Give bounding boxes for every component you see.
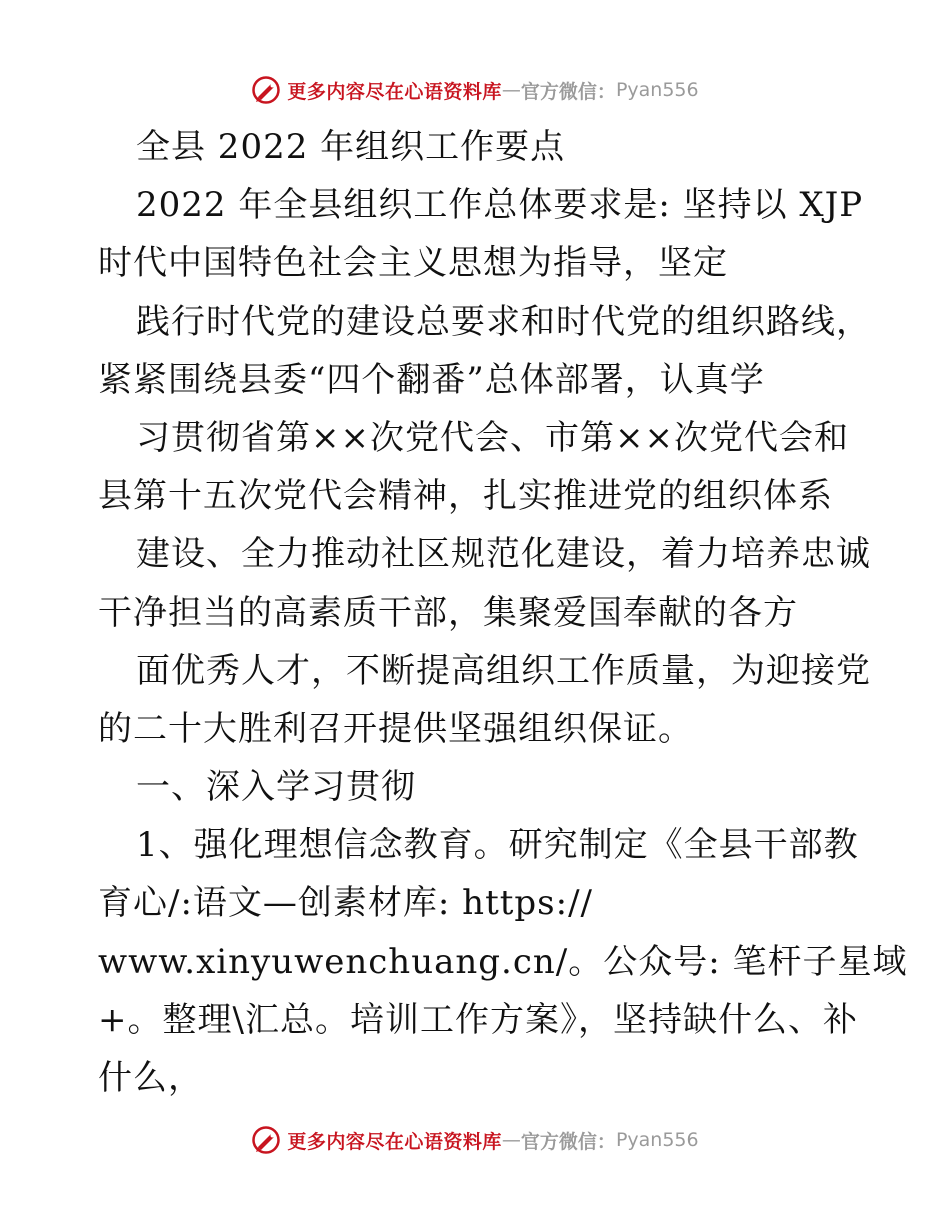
paragraph-line: 1、强化理想信念教育。研究制定《全县干部教 <box>136 825 859 866</box>
section-heading: 一、深入学习贯彻 <box>136 767 416 808</box>
paragraph-line: 什么， <box>98 1058 203 1098</box>
paragraph-line: 2022 年全县组织工作总体要求是: 坚持以 XJP <box>136 185 864 226</box>
paragraph-line: 习贯彻省第××次党代会、市第××次党代会和 <box>136 417 849 458</box>
banner-dash: — <box>501 1129 521 1151</box>
header-watermark-banner <box>0 70 950 110</box>
pen-logo-icon <box>251 1125 281 1155</box>
banner-site-text: 更多内容尽在心语资料库 <box>287 1130 502 1153</box>
paragraph-line: 干净担当的高素质干部，集聚爱国奉献的各方 <box>98 592 798 633</box>
pen-logo-icon <box>251 75 281 105</box>
paragraph-line: 践行时代党的建设总要求和时代党的组织路线， <box>136 301 871 342</box>
paragraph-line: 面优秀人才，不断提高组织工作质量，为迎接党 <box>136 650 871 691</box>
paragraph-line: 县第十五次党代会精神，扎实推进党的组织体系 <box>98 476 833 517</box>
banner-wechat-label: 官方微信： <box>520 1130 616 1153</box>
document-title: 全县 2022 年组织工作要点 <box>136 127 566 167</box>
document-body <box>98 118 908 1107</box>
paragraph-line: 紧紧围绕县委“四个翻番”总体部署，认真学 <box>98 359 765 400</box>
banner-wechat-id: Pyan556 <box>615 79 699 101</box>
paragraph-line: 育心/:语文—创素材库: https:// <box>98 883 593 924</box>
banner-dash: — <box>501 79 521 101</box>
footer-watermark-banner <box>0 1120 950 1160</box>
paragraph-line: +。整理\汇总。培训工作方案》，坚持缺什么、补 <box>98 999 858 1040</box>
paragraph-line: 的二十大胜利召开提供坚强组织保证。 <box>98 708 693 749</box>
paragraph-line: www.xinyuwenchuang.cn/。公众号: 笔杆子星域 <box>98 941 908 982</box>
paragraph-line: 时代中国特色社会主义思想为指导，坚定 <box>98 243 728 284</box>
paragraph-line: 建设、全力推动社区规范化建设，着力培养忠诚 <box>136 534 871 575</box>
banner-wechat-label: 官方微信： <box>520 80 616 103</box>
banner-wechat-id: Pyan556 <box>615 1129 699 1151</box>
banner-site-text: 更多内容尽在心语资料库 <box>287 80 502 103</box>
